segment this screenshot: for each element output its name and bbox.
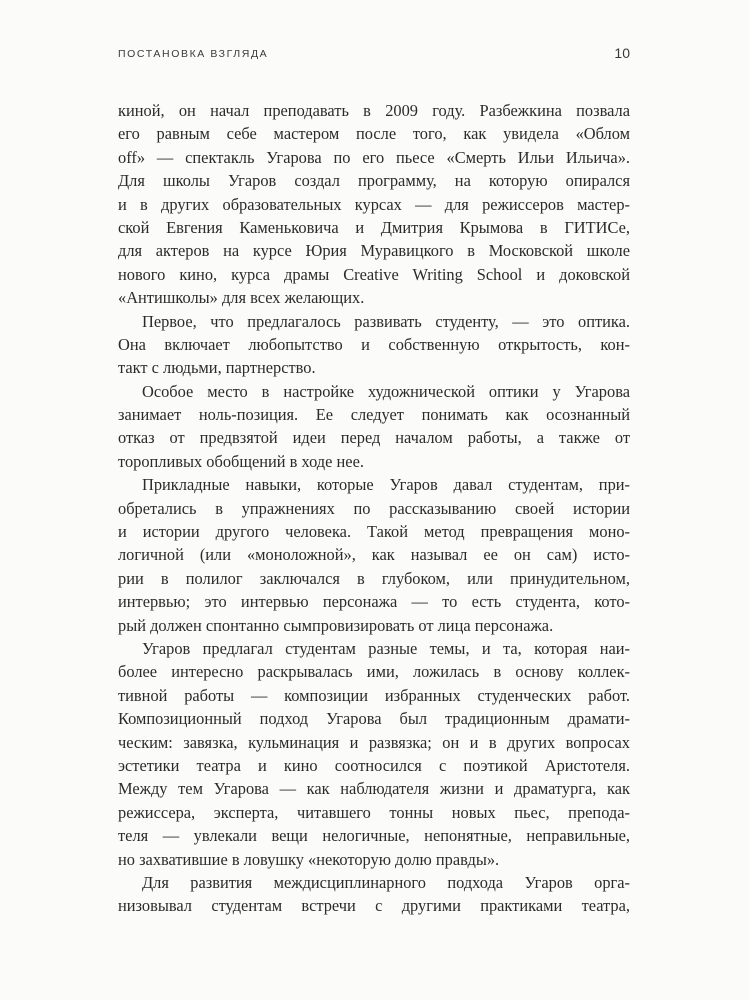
page-number: 10 xyxy=(614,45,630,61)
text-line: но захватившие в ловушку «некоторую долю правды». xyxy=(118,849,500,869)
text-line: низовывал студентам встречи с другими практиками театра, xyxy=(118,896,630,916)
paragraph-6 xyxy=(118,871,630,918)
text-line: для актеров на курсе Юрия Муравицкого в Московской школе xyxy=(118,241,630,261)
text-line: «Антишколы» для всех желающих. xyxy=(118,288,365,308)
body-text xyxy=(118,99,630,918)
text-line: торопливых обобщений в ходе нее. xyxy=(118,451,364,471)
text-line: нового кино, курса драмы Creative Writing School и доковской xyxy=(118,264,630,284)
text-line: теля — увлекали вещи нелогичные, непонятные, неправильные, xyxy=(118,826,630,846)
text-line: Угаров предлагал студентам разные темы, и та, которая наи- xyxy=(142,638,630,658)
section-title: ПОСТАНОВКА ВЗГЛЯДА xyxy=(118,48,269,60)
paragraph-1 xyxy=(118,99,630,310)
text-line: ческим: завязка, кульминация и развязка; он и в других вопросах xyxy=(118,732,630,752)
text-line: рии в полилог заключался в глубоком, или принудительном, xyxy=(118,568,630,588)
text-line: эстетики театра и кино соотносился с поэтикой Аристотеля. xyxy=(118,755,630,775)
text-line: Она включает любопытство и собственную открытость, кон- xyxy=(118,334,630,354)
paragraph-3 xyxy=(118,380,630,474)
paragraph-5 xyxy=(118,637,630,871)
text-line: Композиционный подход Угарова был традиционным драмати- xyxy=(118,709,630,729)
text-line: и истории другого человека. Такой метод превращения моно- xyxy=(118,522,630,542)
text-line: логичной (или «моноложной», как называл ее он сам) исто- xyxy=(118,545,630,565)
text-line: рый должен спонтанно сымпровизировать от лица персонажа. xyxy=(118,615,554,635)
text-line: обретались в упражнениях по рассказыванию своей истории xyxy=(118,498,630,518)
text-line: его равным себе мастером после того, как увидела «Облом xyxy=(118,124,630,144)
running-head xyxy=(118,45,630,65)
text-line: интервью; это интервью персонажа — то есть студента, кото- xyxy=(118,592,630,612)
text-line: более интересно раскрывалась ими, ложилась в основу коллек- xyxy=(118,662,630,682)
paragraph-4 xyxy=(118,473,630,637)
text-line: киной, он начал преподавать в 2009 году. Разбежкина позвала xyxy=(118,101,630,120)
paragraph-2 xyxy=(118,310,630,380)
text-line: Между тем Угарова — как наблюдателя жизни и драматурга, как xyxy=(118,779,630,799)
text-line: Особое место в настройке художнической оптики у Угарова xyxy=(142,381,630,401)
text-line: такт с людьми, партнерство. xyxy=(118,358,316,378)
text-line: отказ от предвзятой идеи перед началом работы, а также от xyxy=(118,428,630,448)
text-line: занимает ноль-позиция. Ее следует понимать как осознанный xyxy=(118,405,630,425)
text-line: Для школы Угаров создал программу, на которую опирался xyxy=(118,171,630,191)
text-line: Для развития междисциплинарного подхода Угаров орга- xyxy=(142,872,630,892)
text-line: и в других образовательных курсах — для режиссеров мастер- xyxy=(118,194,630,214)
text-line: off» — спектакль Угарова по его пьесе «Смерть Ильи Ильича». xyxy=(118,147,630,167)
text-line: ской Евгения Каменьковича и Дмитрия Крымова в ГИТИСе, xyxy=(118,217,630,237)
text-line: режиссера, эксперта, читавшего тонны новых пьес, препода- xyxy=(118,802,630,822)
text-line: Прикладные навыки, которые Угаров давал студентам, при- xyxy=(142,475,630,495)
text-line: Первое, что предлагалось развивать студенту, — это оптика. xyxy=(142,311,630,331)
text-line: тивной работы — композиции избранных студенческих работ. xyxy=(118,685,630,705)
